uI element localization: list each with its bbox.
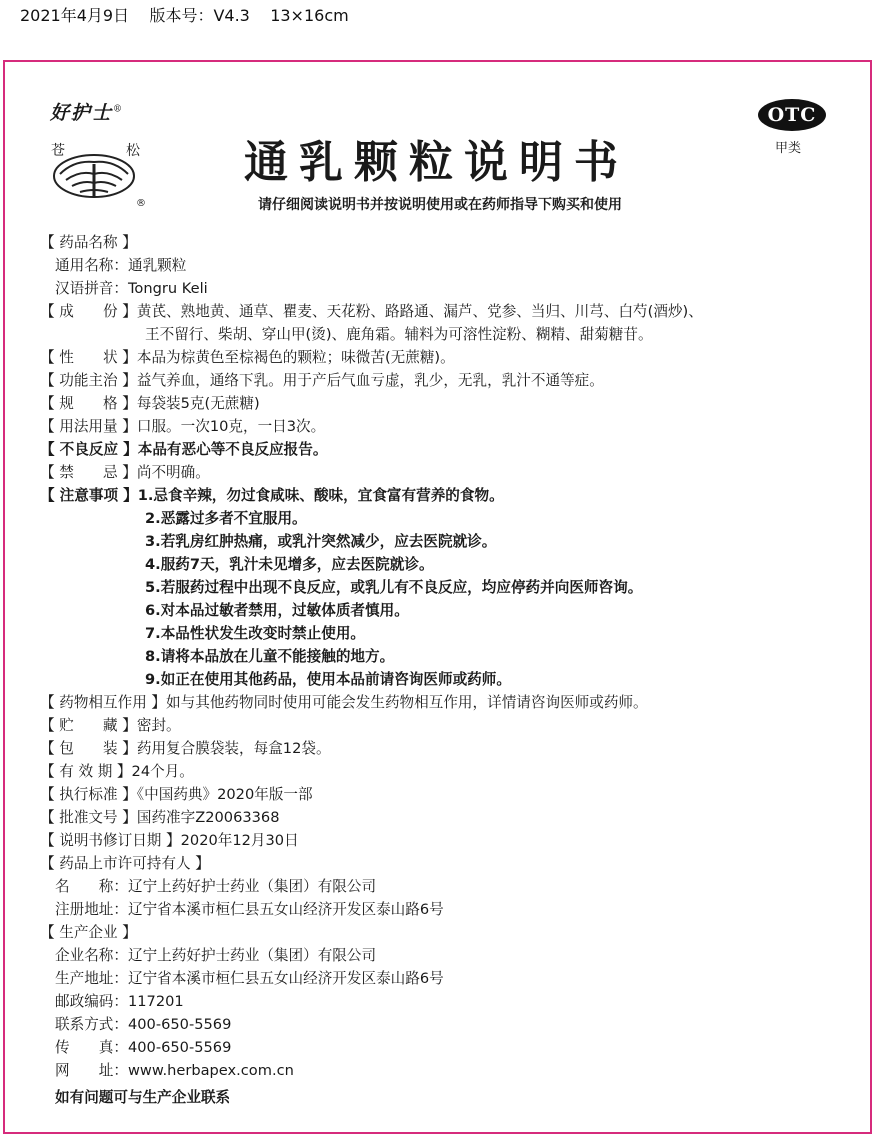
adverse-value: 本品有恶心等不良反应报告。: [137, 441, 328, 458]
fax-value: 400-650-5569: [127, 1039, 232, 1056]
holder-name-label: 名 称：: [55, 878, 128, 895]
precaution-item: 8.请将本品放在儿童不能接触的地方。: [145, 648, 395, 665]
manufacturer-address-value: 辽宁省本溪市桓仁县五女山经济开发区泰山路6号: [127, 970, 444, 987]
pinyin-value: Tongru Keli: [127, 280, 208, 297]
page-title: 通乳颗粒说明书: [244, 137, 629, 188]
precautions-row: [40, 486, 504, 506]
precaution-item: 4.服药7天，乳汁未见增多，应去医院就诊。: [145, 556, 434, 573]
holder-heading: 【 药品上市许可持有人 】: [40, 855, 210, 872]
precaution-item: 9.如正在使用其他药品，使用本品前请咨询医师或药师。: [145, 671, 511, 688]
print-meta: [20, 3, 349, 26]
print-date: 2021年4月9日: [20, 6, 130, 25]
pinyin-row: [55, 279, 208, 299]
registered-mark: ®: [113, 104, 125, 115]
ingredients-value-1: 黄芪、熟地黄、通草、瞿麦、天花粉、路路通、漏芦、党参、当归、川芎、白芍(酒炒)、: [136, 303, 703, 320]
storage-row: [40, 716, 181, 736]
manufacturer-name-label: 企业名称：: [55, 947, 128, 964]
manufacturer-name-value: 辽宁上药好护士药业（集团）有限公司: [127, 947, 377, 964]
spec-label: 【 规 格 】: [40, 395, 137, 412]
ingredients-label: 【 成 份 】: [40, 303, 137, 320]
otc-class: 甲类: [775, 141, 802, 156]
precautions-label: 【 注意事项 】: [40, 487, 138, 504]
spec-value: 每袋装5克(无蔗糖): [136, 395, 260, 412]
registered-mark-2: ®: [136, 198, 146, 209]
drug-name-heading: 【 药品名称 】: [40, 234, 137, 251]
revision-label: 【 说明书修订日期 】: [40, 832, 181, 849]
contraindications-row: [40, 463, 210, 483]
storage-label: 【 贮 藏 】: [40, 717, 137, 734]
validity-row: [40, 762, 194, 782]
standard-value: 《中国药典》2020年版一部: [136, 786, 313, 803]
storage-value: 密封。: [136, 717, 181, 734]
fax-label: 传 真：: [55, 1039, 128, 1056]
revision-row: [40, 831, 299, 851]
manufacturer-heading: 【 生产企业 】: [40, 924, 137, 941]
generic-name-row: [55, 256, 186, 276]
indications-value: 益气养血，通络下乳。用于产后气血亏虚，乳少，无乳，乳汁不通等症。: [136, 372, 604, 389]
ingredients-row: [40, 302, 703, 322]
validity-label: 【 有 效 期 】: [40, 763, 132, 780]
character-label: 【 性 状 】: [40, 349, 137, 366]
character-row: [40, 348, 455, 368]
holder-name-value: 辽宁上药好护士药业（集团）有限公司: [127, 878, 377, 895]
approval-label: 【 批准文号 】: [40, 809, 137, 826]
brand-name: 好护士: [50, 102, 114, 124]
holder-name-row: [55, 877, 376, 897]
spec-row: [40, 394, 260, 414]
otc-badge: OTC: [758, 99, 826, 131]
precaution-item: 7.本品性状发生改变时禁止使用。: [145, 625, 366, 642]
manufacturer-address-row: [55, 969, 444, 989]
approval-value: 国药准字Z20063368: [136, 809, 280, 826]
holder-address-row: [55, 900, 444, 920]
package-row: [40, 739, 331, 759]
postcode-label: 邮政编码：: [55, 993, 128, 1010]
precaution-item: 6.对本品过敏者禁用，过敏体质者慎用。: [145, 602, 409, 619]
postcode-value: 117201: [127, 993, 184, 1010]
usage-label: 【 用法用量 】: [40, 418, 137, 435]
postcode-row: [55, 992, 184, 1012]
interactions-value: 如与其他药物同时使用可能会发生药物相互作用，详情请咨询医师或药师。: [166, 694, 648, 711]
standard-row: [40, 785, 313, 805]
precaution-item: 5.若服药过程中出现不良反应，或乳儿有不良反应，均应停药并向医师咨询。: [145, 579, 643, 596]
validity-value: 24个月。: [131, 763, 194, 780]
phone-value: 400-650-5569: [127, 1016, 232, 1033]
brand-logo: [50, 98, 154, 209]
indications-row: [40, 371, 604, 391]
adverse-label: 【 不良反应 】: [40, 441, 138, 458]
precaution-item: 2.恶露过多者不宜服用。: [145, 510, 307, 527]
interactions-label: 【 药物相互作用 】: [40, 694, 167, 711]
pine-right-char: 松: [126, 143, 140, 159]
usage-value: 口服。一次10克，一日3次。: [136, 418, 326, 435]
precaution-item: 1.忌食辛辣，勿过食咸味、酸味，宜食富有营养的食物。: [137, 487, 504, 504]
website-value: www.herbapex.com.cn: [127, 1062, 294, 1079]
generic-name-label: 通用名称：: [55, 257, 128, 274]
approval-row: [40, 808, 280, 828]
package-value: 药用复合膜袋装，每盒12袋。: [136, 740, 331, 757]
page-subtitle: 请仔细阅读说明书并按说明使用或在药师指导下购买和使用: [258, 197, 622, 213]
pine-tree-icon: [50, 152, 146, 200]
holder-address-label: 注册地址：: [55, 901, 128, 918]
interactions-row: [40, 693, 648, 713]
indications-label: 【 功能主治 】: [40, 372, 137, 389]
standard-label: 【 执行标准 】: [40, 786, 137, 803]
phone-row: [55, 1015, 231, 1035]
precaution-item: 3.若乳房红肿热痛，或乳汁突然减少，应去医院就诊。: [145, 533, 497, 550]
contraindications-value: 尚不明确。: [136, 464, 210, 481]
ingredients-value-2: 王不留行、柴胡、穿山甲(烫)、鹿角霜。辅料为可溶性淀粉、糊精、甜菊糖苷。: [145, 326, 653, 343]
manufacturer-address-label: 生产地址：: [55, 970, 128, 987]
fax-row: [55, 1038, 231, 1058]
footer-note: 如有问题可与生产企业联系: [55, 1089, 231, 1106]
print-size: 13×16cm: [270, 6, 349, 25]
pine-left-char: 苍: [51, 143, 65, 159]
revision-value: 2020年12月30日: [180, 832, 299, 849]
phone-label: 联系方式：: [55, 1016, 128, 1033]
character-value: 本品为棕黄色至棕褐色的颗粒；味微苦(无蔗糖)。: [136, 349, 455, 366]
website-label: 网 址：: [55, 1062, 128, 1079]
contraindications-label: 【 禁 忌 】: [40, 464, 137, 481]
holder-address-value: 辽宁省本溪市桓仁县五女山经济开发区泰山路6号: [127, 901, 444, 918]
generic-name-value: 通乳颗粒: [127, 257, 187, 274]
manufacturer-name-row: [55, 946, 376, 966]
pinyin-label: 汉语拼音：: [55, 280, 128, 297]
adverse-row: [40, 440, 327, 460]
website-row: [55, 1061, 294, 1081]
package-label: 【 包 装 】: [40, 740, 137, 757]
usage-row: [40, 417, 325, 437]
version-number: 版本号：V4.3: [149, 6, 250, 25]
